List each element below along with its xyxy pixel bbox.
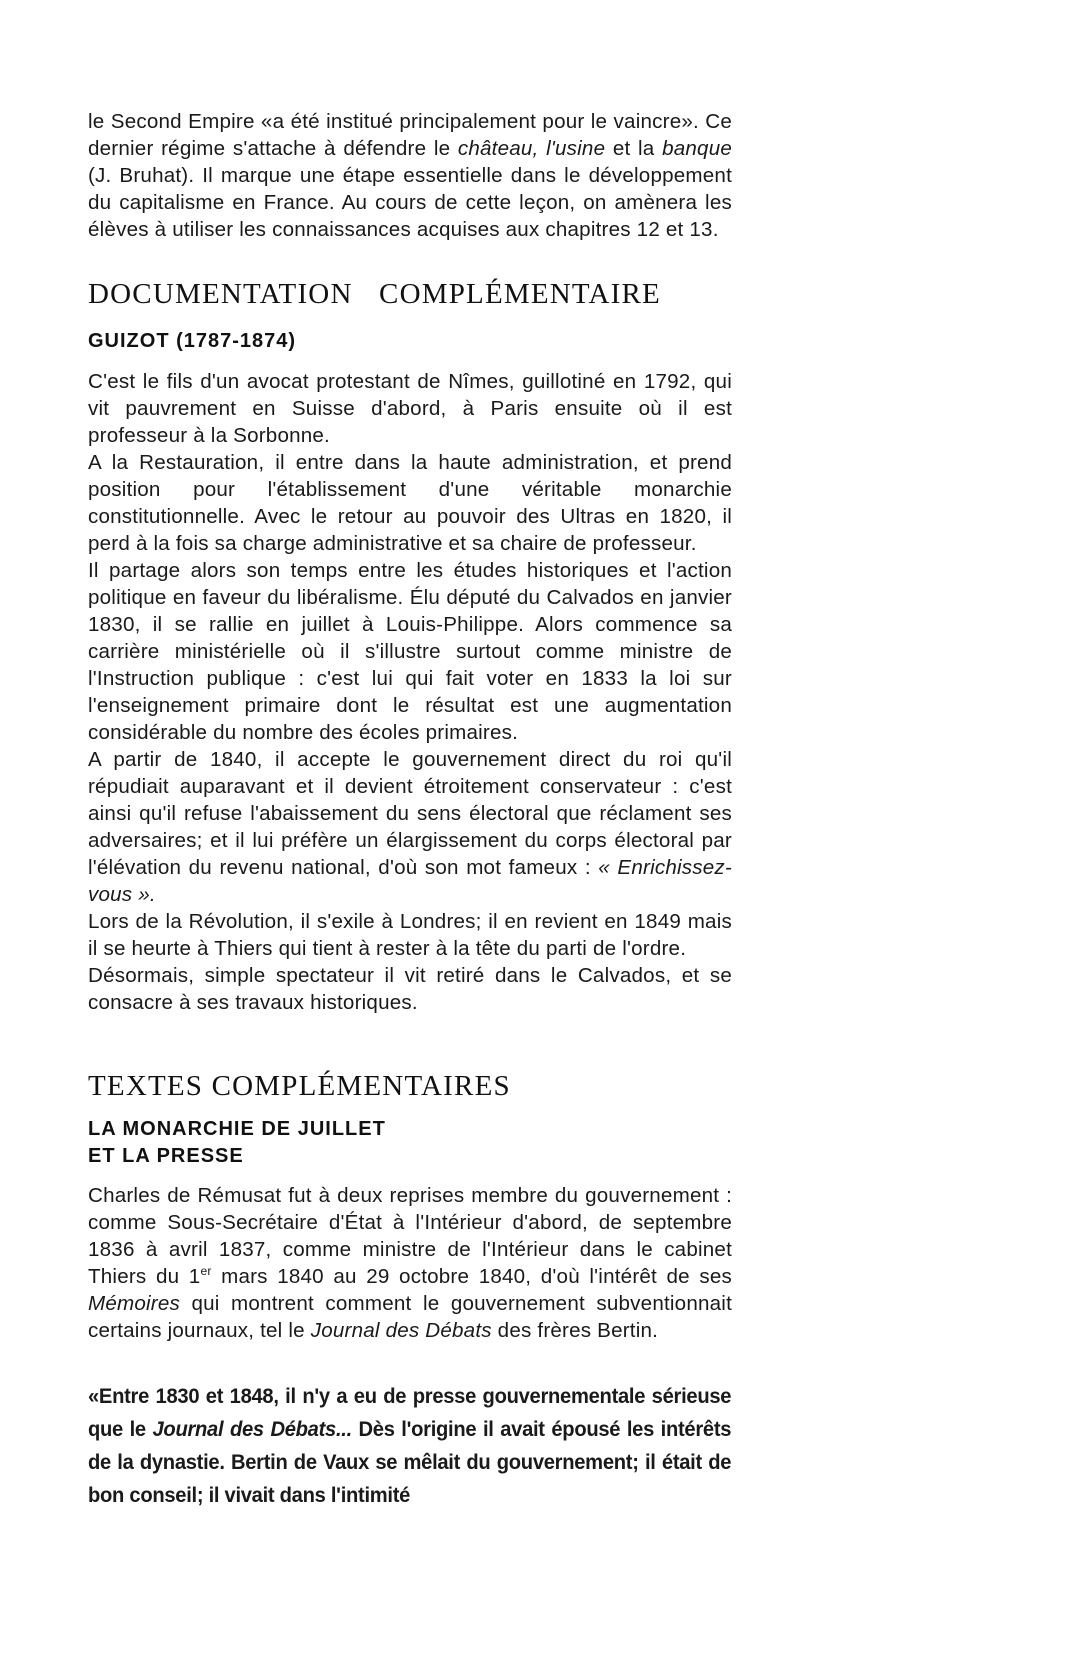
guizot-paragraph-5: Lors de la Révolution, il s'exile à Londres; il en revient en 1849 mais il se heurte à Thiers qui tient à rester à la tête du parti de l'ordre. [88,910,732,960]
intro-section [88,108,732,243]
guizot-paragraph-6: Désormais, simple spectateur il vit retiré dans le Calvados, et se consacre à ses travaux historiques. [88,964,732,1014]
presse-subtitle-line-1: LA MONARCHIE DE JUILLET [88,1118,386,1140]
guizot-paragraph-1: C'est le fils d'un avocat protestant de Nîmes, guillotiné en 1792, qui vit pauvrement en Suisse d'abord, à Paris ensuite où il est professeur à la Sorbonne. [88,370,732,447]
enrichissez-vous-quote: « Enrichissez-vous ». [88,856,732,906]
documentation-title: DOCUMENTATION COMPLÉMENTAIRE [88,278,661,310]
presse-subtitle-line-2: ET LA PRESSE [88,1145,244,1167]
memoires-title: Mémoires [88,1292,180,1315]
intro-paragraph: le Second Empire «a été institué principalement pour le vaincre». Ce dernier régime s'attache à défendre le château, l'usine et la banque (J. Bruhat). Il marque une étape essentielle dans le développement du capitalisme en France. Au cours de cette leçon, on amènera les élèves à utiliser les connaissances acquises aux chapitres 12 et 13. [88,110,732,241]
emphasis-chateau: château, [457,137,539,160]
textes-title: TEXTES COMPLÉMENTAIRES [88,1070,511,1102]
quote-journal-title: Journal des Débats... [152,1418,352,1441]
remusat-quote-block [88,1380,732,1512]
journal-des-debats-title: Journal des Débats [310,1319,492,1342]
remusat-paragraph: Charles de Rémusat fut à deux reprises membre du gouvernement : comme Sous-Secrétaire d'État à l'Intérieur d'abord, de septembre 1836 à avril 1837, comme ministre de l'Intérieur dans le cabinet Thiers du 1er mars 1840 au 29 octobre 1840, d'où l'intérêt de ses Mémoires qui montrent comment le gouvernement subventionnait certains journaux, tel le Journal des Débats des frères Bertin. [88,1184,732,1342]
remusat-intro [88,1182,732,1344]
guizot-subtitle: GUIZOT (1787-1874) [88,330,297,352]
emphasis-banque: banque [662,137,732,160]
guizot-biography [88,368,732,1016]
emphasis-usine: l'usine [546,137,606,160]
remusat-quote: «Entre 1830 et 1848, il n'y a eu de presse gouvernementale sérieuse que le Journal des Débats... Dès l'origine il avait épousé les intérêts de la dynastie. Bertin de Vaux se mêlait du gouvernement; il était de bon conseil; il vivait dans l'intimité [88,1385,732,1507]
guizot-paragraph-2: A la Restauration, il entre dans la haute administration, et prend position pour l'établissement d'une véritable monarchie constitutionnelle. Avec le retour au pouvoir des Ultras en 1820, il perd à la fois sa charge administrative et sa chaire de professeur. [88,451,732,555]
presse-subtitle [88,1116,732,1170]
guizot-paragraph-3: Il partage alors son temps entre les études historiques et l'action politique en faveur du libéralisme. Élu député du Calvados en janvier 1830, il se rallie en juillet à Louis-Philippe. Alors commence sa carrière ministérielle où il s'illustre surtout comme ministre de l'Instruction publique : c'est lui qui fait voter en 1833 la loi sur l'enseignement primaire dont le résultat est une augmentation considérable du nombre des écoles primaires. [88,559,732,744]
guizot-paragraph-4: A partir de 1840, il accepte le gouvernement direct du roi qu'il répudiait auparavant et il devient étroitement conservateur : c'est ainsi qu'il refuse l'abaissement du sens électoral que réclament ses adversaires; et il lui préfère un élargissement du corps électoral par l'élévation du revenu national, d'où son mot fameux : « Enrichissez-vous ». [88,748,732,906]
